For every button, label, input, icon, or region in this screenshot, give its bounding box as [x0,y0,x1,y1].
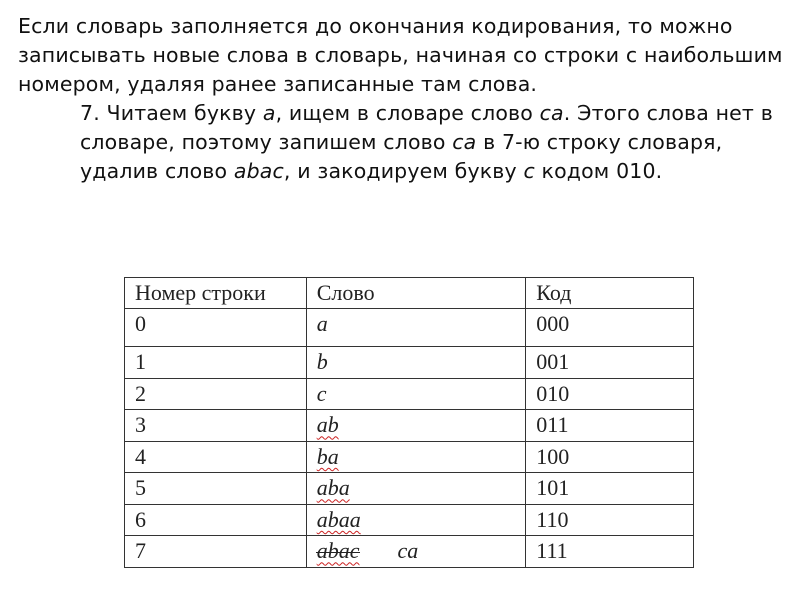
table-row [125,410,694,442]
row-word [306,473,526,505]
step-text-4: в 7-ю строку словаря, удалив слово [80,130,723,183]
row-number: 1 [125,347,307,379]
word-text: abaa [316,506,361,532]
text-block [18,12,788,186]
new-word-text: ca [397,538,419,564]
word-text: a [316,311,328,336]
row-word [306,441,526,473]
table-row [125,504,694,536]
step-text-5: , и закодируем букву [283,159,524,183]
row-number: 5 [125,473,307,505]
step-text-6: кодом 010. [534,159,663,183]
header-word: Слово [306,278,526,309]
word-text: aba [316,475,350,501]
header-row-number: Номер строки [125,278,307,309]
dictionary-table-container [124,277,694,568]
word-text: c [316,380,327,406]
row-number: 7 [125,536,307,568]
step-text-2: , ищем в словаре слово [275,101,540,125]
table-row [125,347,694,379]
table-row [125,473,694,505]
row-code: 011 [526,410,694,442]
step-text-3: . Этого слова нет в словаре, поэтому запишем слово [80,101,773,154]
row-word [306,378,526,410]
word-text: ba [316,443,339,469]
step-word-1: a [262,101,276,125]
step-word-5: c [523,159,535,183]
step-word-4: abac [233,159,284,183]
row-code: 001 [526,347,694,379]
table-header-row [125,278,694,309]
header-code: Код [526,278,694,309]
row-number: 6 [125,504,307,536]
row-code: 110 [526,504,694,536]
step-word-2: ca [539,101,564,125]
word-text: ab [316,412,339,438]
dictionary-table [124,277,694,568]
row-number: 4 [125,441,307,473]
row-number: 2 [125,378,307,410]
row-code: 100 [526,441,694,473]
step-text-1: 7. Читаем букву [80,101,263,125]
table-row [125,536,694,568]
row-code: 000 [526,309,694,347]
step-word-3: ca [452,130,477,154]
paragraph-intro: Если словарь заполняется до окончания кодирования, то можно записывать новые слова в словарь, начиная со строки с наибольшим номером, удаляя ранее записанные там слова. [18,14,783,96]
table-row [125,441,694,473]
word-text: b [316,349,328,375]
row-word [306,347,526,379]
table-row [125,378,694,410]
row-word [306,309,526,347]
table-row [125,309,694,347]
row-code: 111 [526,536,694,568]
paragraph-step-7 [18,99,788,186]
row-word [306,410,526,442]
row-code: 101 [526,473,694,505]
row-code: 010 [526,378,694,410]
row-word [306,504,526,536]
row-number: 0 [125,309,307,347]
row-number: 3 [125,410,307,442]
struck-word-text: abac [316,538,360,564]
row-word [306,536,526,568]
